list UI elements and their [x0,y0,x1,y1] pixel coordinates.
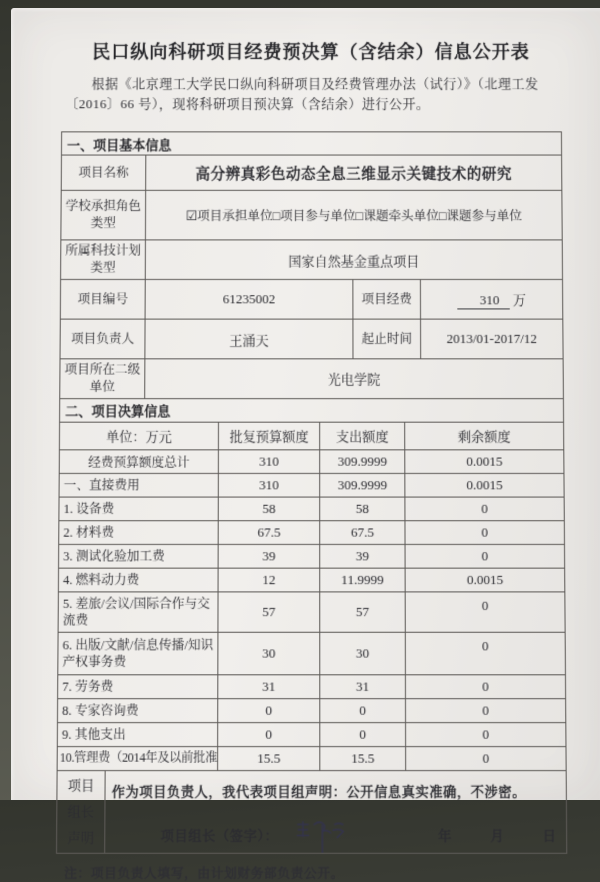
funding-label: 项目经费 [353,279,421,319]
expense-row [57,722,566,746]
expense-row [57,698,565,722]
footer-note: 注：项目负责人填写，由计划财务部负责公开。 [64,866,344,881]
spent-cell: 58 [320,497,405,521]
section-1-header: 一、项目基本信息 [61,132,561,155]
expense-label: 8. 专家咨询费 [57,698,217,722]
expense-row [59,473,564,497]
year-label: 年 [438,827,452,844]
expense-row [59,450,564,474]
budget-cell: 67.5 [218,520,320,544]
declaration-content [105,770,567,853]
month-label: 月 [490,827,504,844]
col-header-spent: 支出额度 [320,422,405,450]
plan-type-value: 国家自然基金重点项目 [145,240,562,280]
remain-cell: 0 [405,497,564,521]
paper-sheet [11,8,600,881]
leader-label: 项目负责人 [60,319,145,359]
expense-row [59,520,565,544]
spent-cell: 309.9999 [320,450,405,474]
expense-label: 10.管理费（2014年及以前批准 [57,746,218,770]
spent-cell: 31 [320,675,406,699]
expense-row [58,592,565,632]
leader-value: 王涌天 [145,319,353,359]
col-header-unit: 单位：万元 [59,422,218,450]
spent-cell: 30 [320,632,406,675]
expense-label: 7. 劳务费 [58,675,218,699]
expense-row [57,746,566,770]
project-name-label: 项目名称 [61,155,146,190]
budget-cell: 30 [218,632,320,675]
spent-cell: 0 [320,698,406,722]
remain-cell: 0 [405,632,565,675]
funding-unit: 万 [512,292,526,308]
expense-label: 5. 差旅/会议/国际合作与交流费 [58,592,218,632]
remain-cell: 0 [405,520,565,544]
settlement-table [57,398,567,771]
spent-cell: 39 [320,544,405,568]
expense-row [59,544,565,568]
period-value: 2013/01-2017/12 [421,319,564,359]
signature-scribble [295,817,350,853]
project-name-value: 高分辨真彩色动态全息三维显示关键技术的研究 [146,155,562,190]
declaration-side-label: 项目 组长 声明 [57,770,106,853]
document-title: 民口纵向科研项目经费预决算（含结余）信息公开表 [92,42,530,63]
spent-cell: 67.5 [320,520,405,544]
unit-value: 光电学院 [145,359,564,399]
expense-label: 3. 测试化验加工费 [59,544,219,568]
expense-row [58,568,564,592]
remain-cell: 0.0015 [405,450,564,474]
expense-row [58,675,566,699]
period-label: 起止时间 [353,319,421,359]
day-label: 日 [542,827,556,844]
remain-cell: 0 [406,746,567,770]
expense-label: 2. 材料费 [59,520,219,544]
budget-cell: 39 [218,544,320,568]
basic-info-table [59,131,564,399]
date-fill-in [438,824,562,844]
budget-cell: 57 [218,592,320,632]
expense-label: 9. 其他支出 [57,722,217,746]
role-type-checkboxes: ☑项目承担单位□项目参与单位□课题牵头单位□课题参与单位 [145,190,562,240]
spent-cell: 15.5 [320,746,406,770]
remain-cell: 0 [405,592,565,632]
sign-label: 项目组长（签字）： [160,827,279,844]
remain-cell: 0.0015 [405,473,564,497]
expense-row [58,632,566,675]
budget-cell: 15.5 [218,746,320,770]
funding-value [420,279,562,319]
spent-cell: 309.9999 [320,473,405,497]
expense-label: 一、直接费用 [59,473,218,497]
remain-cell: 0 [405,698,565,722]
budget-cell: 58 [218,497,319,521]
col-header-budget: 批复预算额度 [218,422,319,450]
remain-cell: 0.0015 [405,568,565,592]
declaration-statement: 作为项目负责人，我代表项目组声明：公开信息真实准确，不涉密。 [111,783,526,800]
remain-cell: 0 [406,722,566,746]
role-type-label: 学校承担角色类型 [61,190,146,240]
budget-cell: 310 [218,473,319,497]
budget-cell: 12 [218,568,320,592]
spent-cell: 0 [320,722,406,746]
section-2-header: 二、项目决算信息 [60,398,564,422]
project-no-value: 61235002 [145,279,353,319]
funding-amount: 310 [457,292,509,309]
spent-cell: 57 [320,592,406,632]
project-no-label: 项目编号 [60,279,145,319]
expense-label: 经费预算额度总计 [59,450,218,474]
unit-label: 项目所在二级单位 [60,359,145,399]
expense-label: 4. 燃料动力费 [58,568,218,592]
expense-row [59,497,564,521]
declaration-box [56,770,567,854]
intro-paragraph: 根据《北京理工大学民口纵向科研项目及经费管理办法（试行）》（北理工发 〔2016〕66 号），现将科研项目预决算（含结余）进行公开。 [65,76,539,111]
budget-cell: 0 [218,722,320,746]
expense-label: 6. 出版/文献/信息传播/知识产权事务费 [58,632,218,675]
budget-cell: 0 [218,698,320,722]
spent-cell: 11.9999 [320,568,405,592]
col-header-remain: 剩余额度 [405,422,564,450]
remain-cell: 0 [405,544,565,568]
plan-type-label: 所属科技计划类型 [61,240,146,280]
budget-cell: 310 [218,450,319,474]
expense-label: 1. 设备费 [59,497,218,521]
budget-cell: 31 [218,675,320,699]
signature-line [111,817,562,844]
remain-cell: 0 [405,675,565,699]
